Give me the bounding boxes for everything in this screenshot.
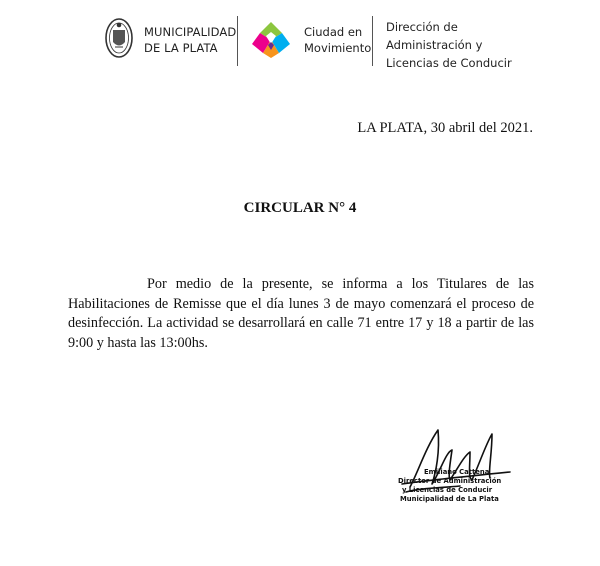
letterhead-divider: [237, 16, 238, 66]
municipality-name: [144, 24, 236, 56]
campaign-name: [304, 24, 371, 56]
document-body: [68, 275, 534, 353]
signatory-title: Director de Administración: [398, 477, 502, 485]
campaign-line-1: Ciudad en: [304, 25, 363, 39]
ciudad-en-movimiento-logo-icon: [250, 20, 292, 60]
signature-stamp: [398, 468, 518, 504]
municipality-line-1: MUNICIPALIDAD: [144, 25, 237, 39]
document-title: CIRCULAR N° 4: [243, 200, 357, 216]
signatory-institution: Municipalidad de La Plata: [400, 495, 499, 503]
document-body-text: Por medio de la presente, se informa a los Titulares de las Habilitaciones de Remisse que el día lunes 3 de mayo comenzará el proceso de desinfección. La actividad se desarrollará en calle 71 entre 17 y 18 a partir de las 9:00 y hasta las 13:00hs.: [68, 276, 534, 351]
department-line-3: Licencias de Conducir: [386, 56, 512, 70]
municipality-line-2: DE LA PLATA: [144, 41, 218, 55]
document-date: LA PLATA, 30 abril del 2021.: [357, 120, 533, 136]
signatory-name: Emiliano Cattena: [424, 468, 490, 476]
letterhead: [104, 14, 524, 72]
department-line-1: Dirección de: [386, 20, 458, 34]
municipal-seal-icon: [104, 16, 134, 60]
department-line-2: Administración y: [386, 38, 483, 52]
handwritten-signature: [380, 392, 530, 532]
letterhead-divider: [372, 16, 373, 66]
department-name: [386, 18, 512, 72]
campaign-line-2: Movimiento: [304, 41, 372, 55]
signatory-department: y Licencias de Conducir: [402, 486, 493, 494]
